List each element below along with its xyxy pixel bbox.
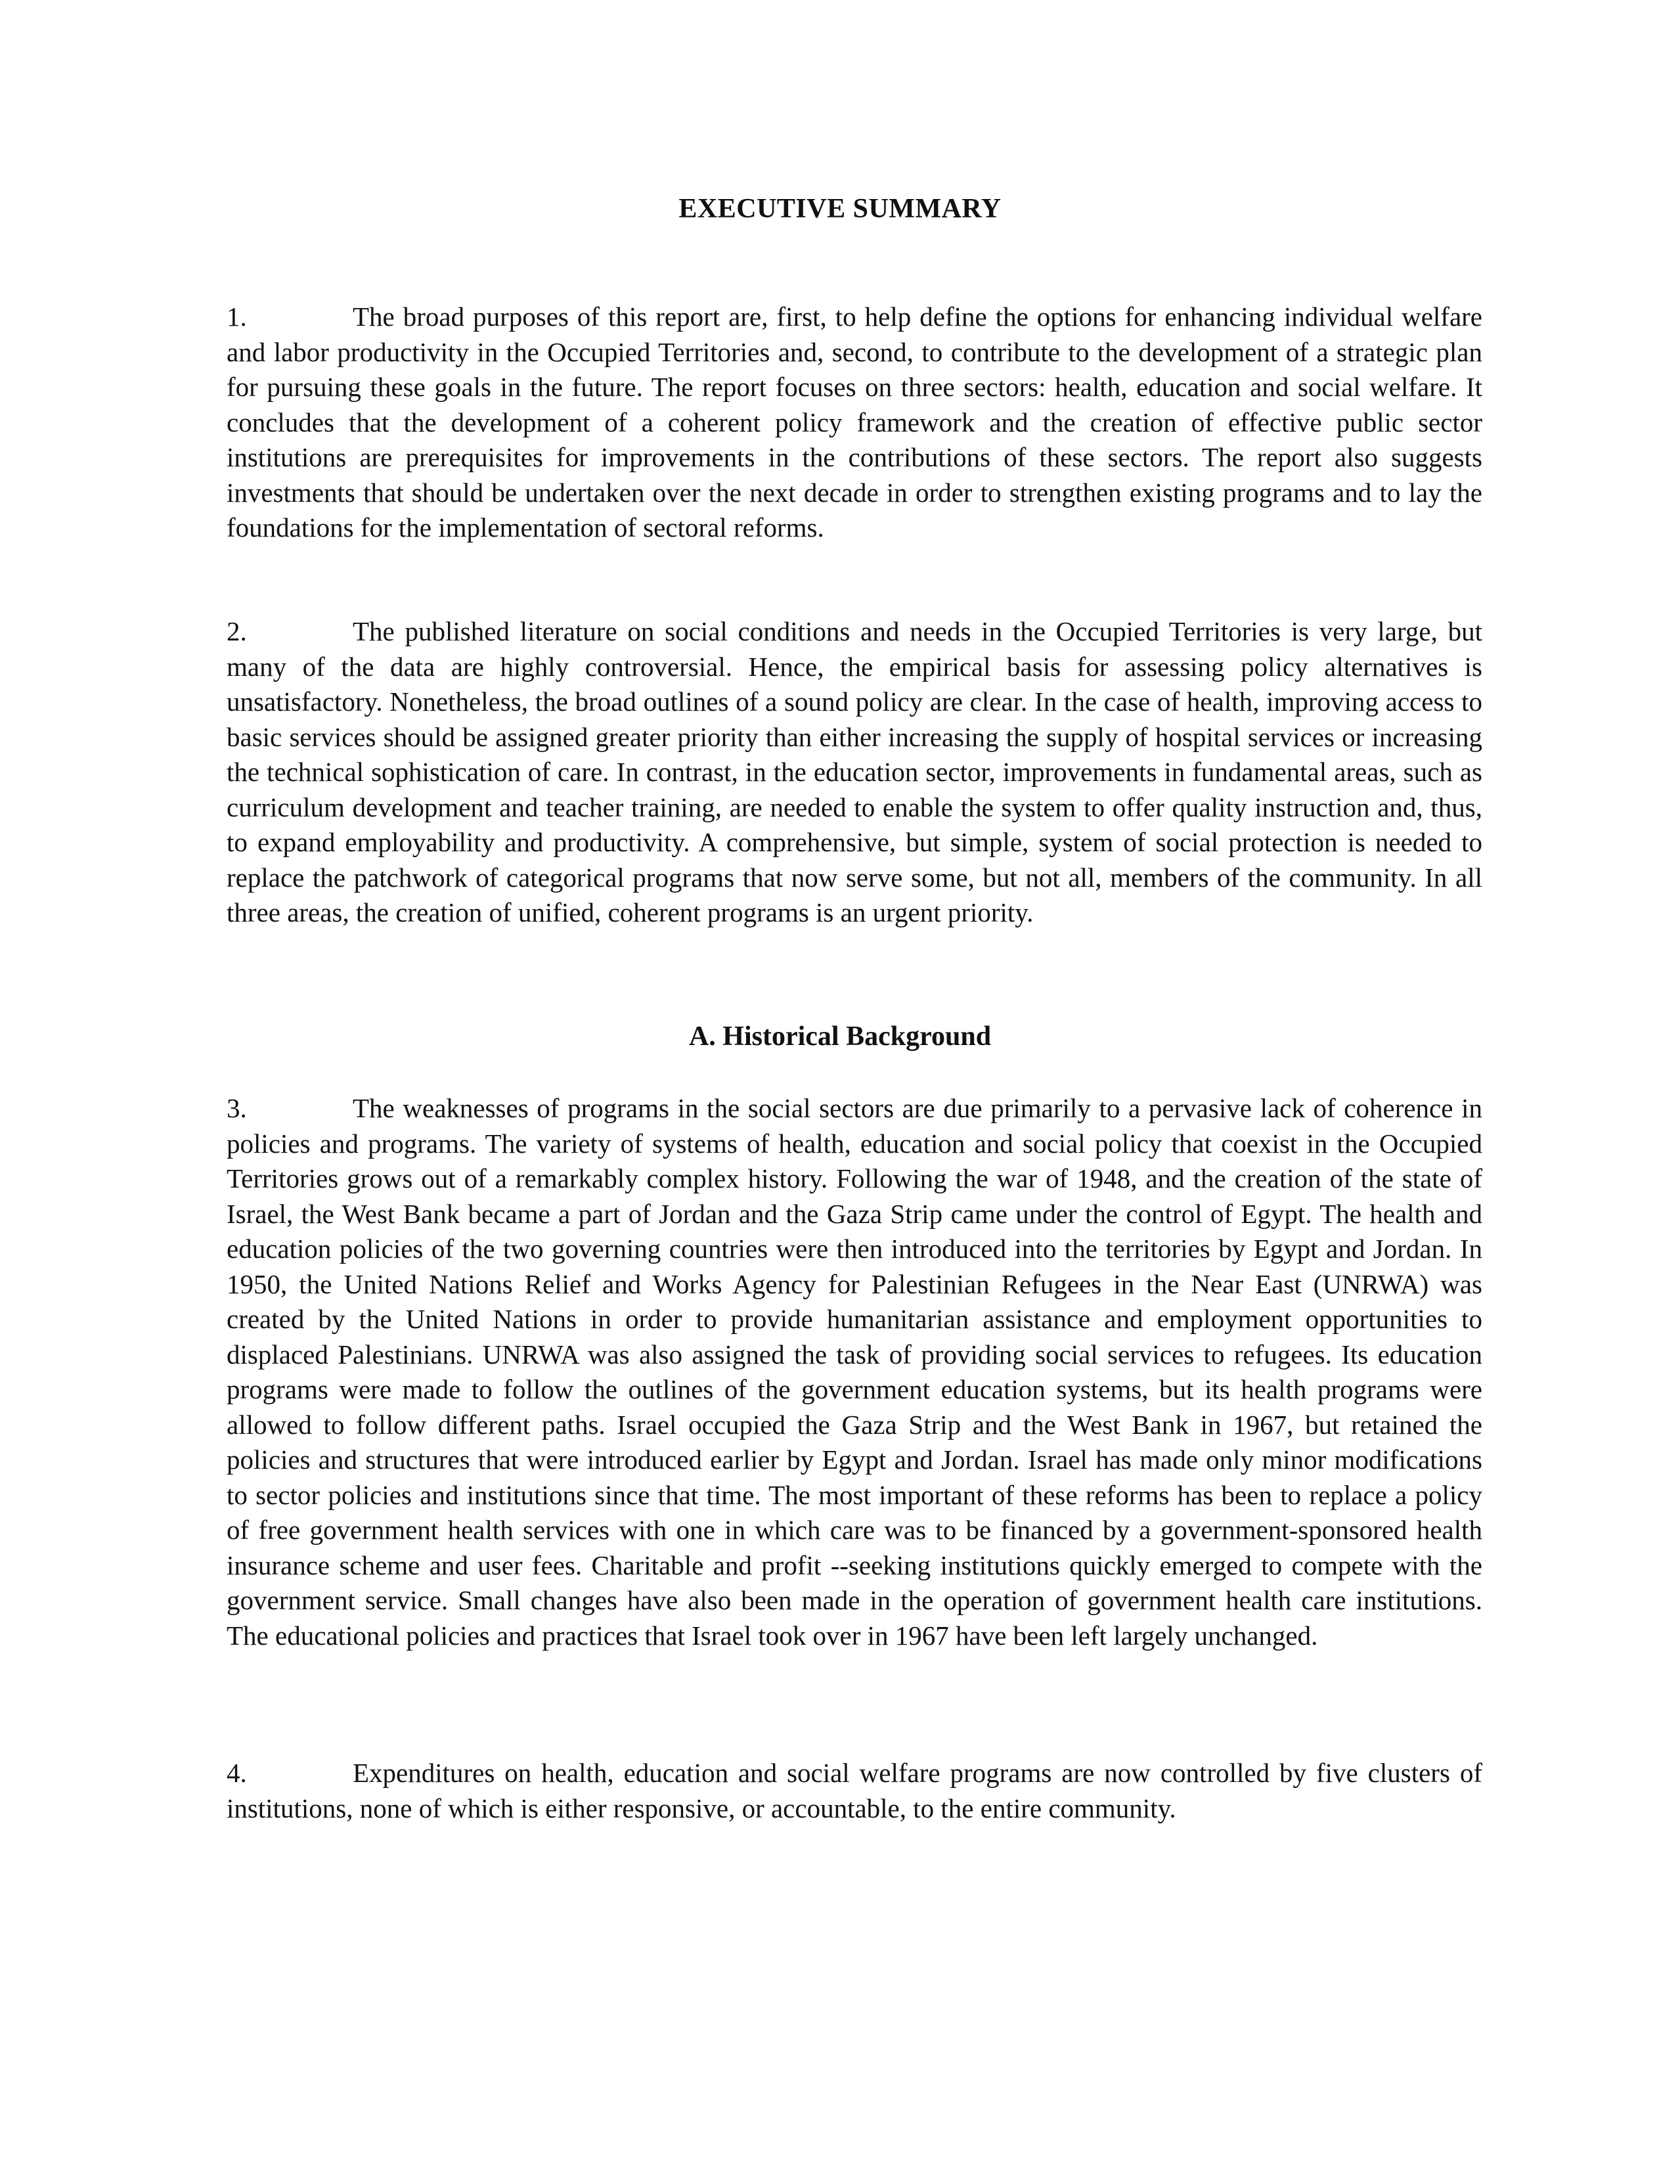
paragraph-number: 1.: [227, 301, 247, 332]
paragraph-text: The published literature on social conditions and needs in the Occupied Territories is very large, but many of the data are highly controversial. Hence, the empirical basis for assessing policy alternatives is unsatisfactory. Nonetheless, the broad outlines of a sound policy are clear. In the case of health, improving access to basic services should be assigned greater priority than either increasing the supply of hospital services or increasing the technical sophistication of care. In contrast, in the education sector, improvements in fundamental areas, such as curriculum development and teacher training, are needed to enable the system to offer quality instruction and, thus, to expand employability and productivity. A comprehensive, but simple, system of social protection is needed to replace the patchwork of categorical programs that now serve some, but not all, members of the community. In all three areas, the creation of unified, coherent programs is an urgent priority.: [227, 616, 1482, 927]
paragraph-number: 4.: [227, 1758, 247, 1788]
page-title: EXECUTIVE SUMMARY: [678, 194, 1002, 224]
paragraph-2: [227, 614, 1482, 931]
section-heading: A. Historical Background: [688, 1021, 992, 1052]
paragraph-3: [227, 1091, 1482, 1653]
paragraph-text: The broad purposes of this report are, first, to help define the options for enhancing individual welfare and labor productivity in the Occupied Territories and, second, to contribute to the development of a strategic plan for pursuing these goals in the future. The report focuses on three sectors: health, education and social welfare. It concludes that the development of a coherent policy framework and the creation of effective public sector institutions are prerequisites for improvements in the contributions of these sectors. The report also suggests investments that should be undertaken over the next decade in order to strengthen existing programs and to lay the foundations for the implementation of sectoral reforms.: [227, 301, 1482, 543]
paragraph-1: [227, 300, 1482, 546]
paragraph-text: The weaknesses of programs in the social sectors are due primarily to a pervasive lack of coherence in policies and programs. The variety of systems of health, education and social policy that coexist in the Occupied Territories grows out of a remarkably complex history. Following the war of 1948, and the creation of the state of Israel, the West Bank became a part of Jordan and the Gaza Strip came under the control of Egypt. The health and education policies of the two governing countries were then introduced into the territories by Egypt and Jordan. In 1950, the United Nations Relief and Works Agency for Palestinian Refugees in the Near East (UNRWA) was created by the United Nations in order to provide humanitarian assistance and employment opportunities to displaced Palestinians. UNRWA was also assigned the task of providing social services to refugees. Its education programs were made to follow the outlines of the government education systems, but its health programs were allowed to follow different paths. Israel occupied the Gaza Strip and the West Bank in 1967, but retained the policies and structures that were introduced earlier by Egypt and Jordan. Israel has made only minor modifications to sector policies and institutions since that time. The most important of these reforms has been to replace a policy of free government health services with one in which care was to be financed by a government-sponsored health insurance scheme and user fees. Charitable and profit --seeking institutions quickly emerged to compete with the government service. Small changes have also been made in the operation of government health care institutions. The educational policies and practices that Israel took over in 1967 have been left largely unchanged.: [227, 1093, 1482, 1651]
paragraph-number: 2.: [227, 616, 247, 646]
paragraph-text: Expenditures on health, education and social welfare programs are now controlled by five clusters of institutions, none of which is either responsive, or accountable, to the entire community.: [227, 1758, 1482, 1823]
paragraph-number: 3.: [227, 1093, 247, 1123]
paragraph-4: [227, 1756, 1482, 1826]
